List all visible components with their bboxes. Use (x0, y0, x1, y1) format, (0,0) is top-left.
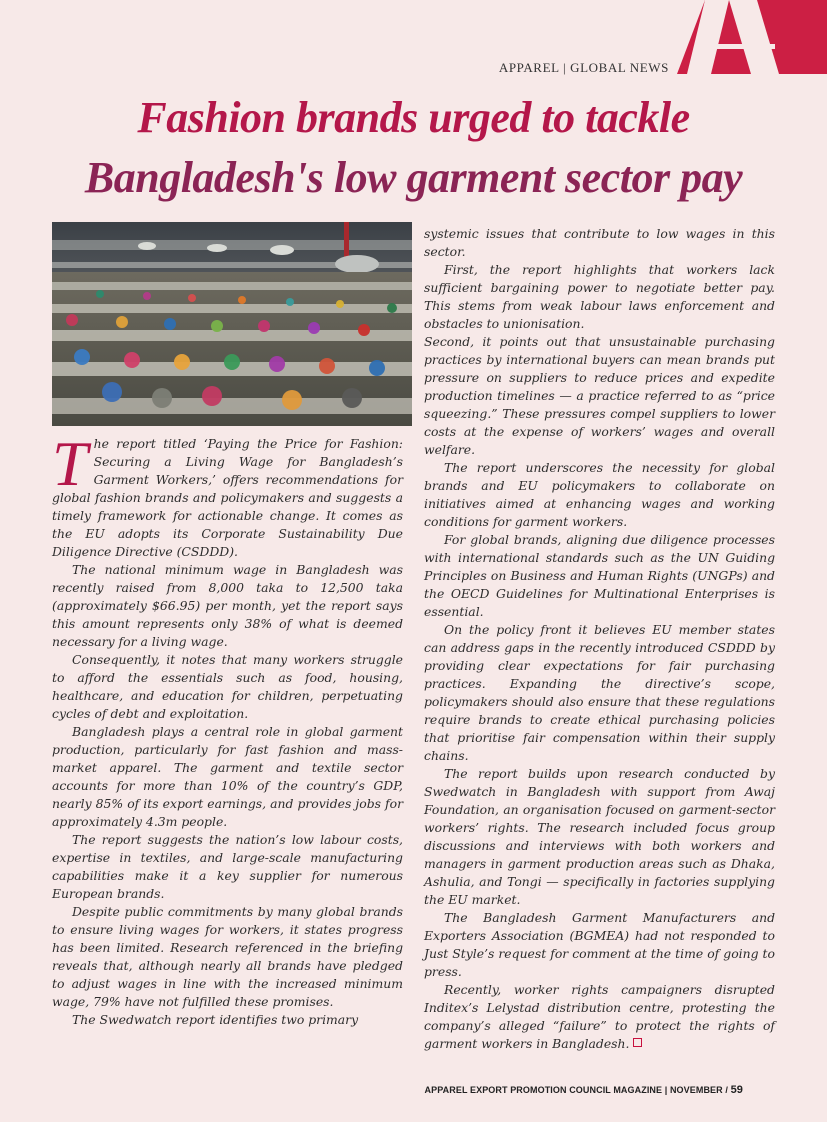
article-paragraph: systemic issues that contribute to low wages in this sector. (424, 226, 775, 259)
page-number: 59 (730, 1084, 743, 1096)
article-paragraph: The national minimum wage in Bangladesh was recently raised from 8,000 taka to 12,500 taka (approximately $66.95) per month, yet the report says this amount represents only 38% of what is deemed necessary for a living wage. (52, 562, 403, 649)
article-paragraph: The report builds upon research conducted by Swedwatch in Bangladesh with support from Awaj Foundation, an organisation focused on garment-sector workers’ rights. The research included focus group discussions and interviews with both workers and managers in garment production areas such as Dhaka, Ashulia, and Tongi — specifically in factories supplying the EU market. (424, 766, 775, 907)
article-column-left (52, 428, 403, 1029)
headline-line-2: Bangladesh's low garment sector pay (84, 153, 743, 202)
article-paragraph: The Swedwatch report identifies two primary (72, 1012, 359, 1027)
headline-line-1: Fashion brands urged to tackle (137, 93, 690, 142)
article-paragraph: Second, it points out that unsustainable purchasing practices by international buyers can mean brands put pressure on suppliers to reduce prices and expedite production timelines — a practice referred to as “price squeezing.” These pressures compel suppliers to lower costs at the expense of workers’ wages and overall welfare. (424, 334, 775, 457)
apparel-logo (677, 0, 827, 74)
article-paragraph: The report suggests the nation’s low labour costs, expertise in textiles, and large-scale manufacturing capabilities make it a key supplier for numerous European brands. (52, 832, 403, 901)
article-paragraph: For global brands, aligning due diligence processes with international standards such as the UN Guiding Principles on Business and Human Rights (UNGPs) and the OECD Guidelines for Multinational Enterprises is essential. (424, 532, 775, 619)
article-paragraph: First, the report highlights that workers lack sufficient bargaining power to negotiate better pay. This stems from weak labour laws enforcement and obstacles to unionisation. (424, 262, 775, 331)
article-paragraph: The report underscores the necessity for global brands and EU policymakers to collaborate on initiatives aimed at enhancing wages and working conditions for garment workers. (424, 460, 775, 529)
article-paragraph: Bangladesh plays a central role in global garment production, particularly for fast fashion and mass-market apparel. The garment and textile sector accounts for more than 10% of the country’s GDP, nearly 85% of its export earnings, and provides jobs for approximately 4.3m people. (52, 724, 403, 829)
section-label: APPAREL | GLOBAL NEWS (498, 60, 669, 75)
article-column-right (424, 225, 775, 1053)
factory-photo (52, 222, 412, 426)
article-paragraph: The report titled ‘Paying the Price for Fashion: Securing a Living Wage for Bangladesh’s Garment Workers,’ offers recommendations for global fashion brands and policymakers and suggests a timely framework for actionable change. It comes as the EU adopts its Corporate Sustainability Due Diligence Directive (CSDDD). (52, 428, 403, 559)
article-paragraph: Despite public commitments by many global brands to ensure living wages for workers, it states progress has been limited. Research referenced in the briefing reveals that, although nearly all brands have pledged to adjust wages in line with the increased minimum wage, 79% have not fulfilled these promises. (52, 904, 403, 1009)
article-paragraph: On the policy front it believes EU member states can address gaps in the recently introduced CSDDD by providing clear expectations for fair purchasing practices. Expanding the directive’s scope, policymakers should also ensure that these regulations require brands to create ethical purchasing policies that prioritise fair compensation within their supply chains. (424, 622, 775, 763)
article-paragraph: Consequently, it notes that many workers struggle to afford the essentials such as food, housing, healthcare, and education for children, perpetuating cycles of debt and exploitation. (52, 652, 403, 721)
article-paragraph: The Bangladesh Garment Manufacturers and Exporters Association (BGMEA) had not responded to Just Style’s request for comment at the time of going to press. (424, 910, 775, 979)
article-paragraph: Recently, worker rights campaigners disrupted Inditex’s Lelystad distribution centre, protesting the company’s alleged “failure” to protect the rights of garment workers in Bangladesh. (424, 982, 775, 1051)
page-footer (425, 1084, 743, 1096)
drop-cap: T (52, 428, 88, 499)
end-mark-icon (633, 1038, 642, 1047)
footer-text: APPAREL EXPORT PROMOTION COUNCIL MAGAZINE | NOVEMBER / (424, 1085, 728, 1095)
